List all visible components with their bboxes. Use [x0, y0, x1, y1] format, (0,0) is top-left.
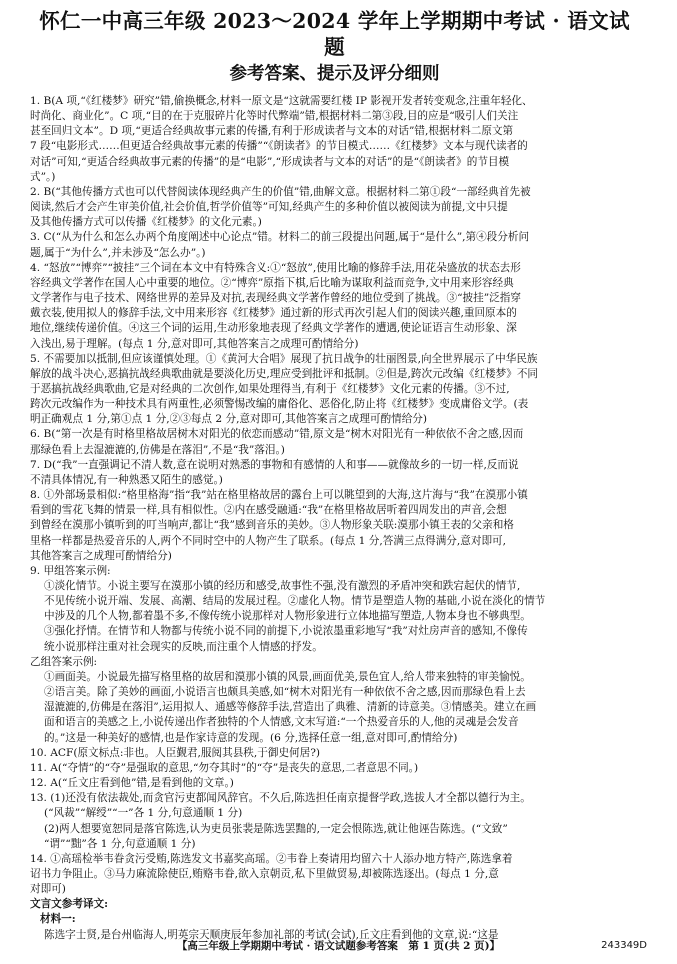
answer-line: 乙组答案示例: — [30, 655, 98, 668]
answer-line: 中涉及的几个人物,都着墨不多,不像传统小说那样对人物形象进行立体地描写塑造,人物本身也不够典型。 — [44, 610, 531, 623]
answer-line: 里格一样都是热爱音乐的人,两个不同时空中的人物产生了联系。(每点 1 分,答满三点得满分,意对即可, — [30, 534, 507, 547]
answer-line: 到曾经在漠那小镇听到的叮当响声,都让“我”感到音乐的美妙。③人物形象关联:漠那小镇王表的父亲和格 — [30, 519, 514, 532]
answer-line: 题,属于“为什么”,并未涉及“怎么办”。) — [30, 246, 206, 259]
answer-line: 面和语言的美感之上,小说传递出作者独特的个人情感,文末写道:“一个热爱音乐的人,他的灵魂是会发音 — [44, 716, 519, 729]
answer-line: 对即可) — [30, 883, 66, 896]
footer-doc-code: 243349D — [601, 940, 647, 951]
answer-line: 地位,继续传递价值。④这三个词的运用,生动形象地表现了经典文学著作的遭遇,使论证语言生动形象、深 — [30, 322, 517, 335]
answer-line: 时尚化、商业化”。C 项,“目的在于克服碎片化等时代弊端”错,根据材料二第③段,目的应是“吸引人们关注 — [30, 110, 519, 123]
answer-line: ③强化抒情。在情节和人物都与传统小说不同的前提下,小说浓墨重彩地写“我”对灶房声音的感知,不像传 — [44, 625, 528, 638]
answer-line: 12. A(“丘文庄看到他”错,是看到他的文章。) — [30, 777, 234, 790]
answer-line: 5. 不需要加以抵制,但应该谨慎处理。①《黄河大合唱》展现了抗日战争的壮丽图景,向全世界展示了中华民族 — [30, 352, 538, 365]
answer-line: 2. B(“其他传播方式也可以代替阅读体现经典产生的价值”错,曲解文意。根据材料二第①段“一部经典首先被 — [30, 185, 531, 198]
page-subtitle: 参考答案、提示及评分细则 — [229, 64, 440, 84]
answer-line: 对话”可知,“更适合经典故事元素的传播”的是“电影”,“形成读者与文本的对话”的是“《朗读者》的节目模 — [30, 155, 510, 168]
answer-line: 那绿色看上去湿漉漉的,仿佛是在落泪”,不是“我”落泪。) — [30, 443, 285, 456]
answer-line: 6. B(“第一次是有时格里格故居树木对阳光的依恋而感动”错,原文是“树木对阳光有一种依依不舍之感,因而 — [30, 428, 524, 441]
answer-line: ②语言美。除了美妙的画面,小说语言也颇具美感,如“树木对阳光有一种依依不舍之感,因而那绿色看上去 — [44, 686, 526, 699]
answer-body — [30, 94, 639, 943]
answer-line: 诏书力争阻止。③马力麻流除使臣,贿赂韦眷,欲入京朝贡,私下里做贸易,却被陈选逐出。(每点 1 分,意 — [30, 867, 499, 880]
footer-page-info: 【高三年级上学期期中考试 · 语文试题参考答案 第 1 页(共 2 页)】 — [176, 940, 501, 952]
answer-line: 1. B(A 项,“《红楼梦》研究”错,偷换概念,材料一原文是“这就需要红楼 IP 影视开发者转变观念,注重年轻化、 — [30, 95, 533, 107]
answer-line: 10. ACF(原文标点:非也。人臣觐君,服阅其县秩,于御史何居?) — [30, 746, 321, 759]
answer-line: 入浅出,易于理解。(每点 1 分,意对即可,其他答案言之成理可酌情给分) — [30, 337, 359, 350]
answer-line: 阅读,然后才会产生审美价值,社会价值,哲学价值等”可知,经典产生的多种价值以被阅读为前提,文中只提 — [30, 201, 508, 214]
answer-line: 文学著作与电子技术、网络世界的差异及对抗,表现经典文学著作曾经的地位受到了挑战。③“披挂”泛指穿 — [30, 292, 521, 305]
answer-line: 于恶搞抗战经典歌曲,它是对经典的二次创作,如果处理得当,有利于《红楼梦》文化元素的传播。③不过, — [30, 382, 510, 395]
answer-line: 的。”这是一种美好的感情,也是作家诗意的发现。(6 分,选择任意一组,意对即可,酌情给分) — [44, 731, 458, 744]
answer-line: “谓”“黜”各 1 分,句意通顺 1 分) — [44, 837, 196, 850]
answer-line: 陈选字士贤,是台州临海人,明英宗天顺庚辰年参加礼部的考试(会试),丘文庄看到他的文章,说:“这是 — [44, 928, 499, 941]
answer-line: 14. ①高瑶检举韦眷贪污受贿,陈选发文书嘉奖高瑶。②韦眷上奏请用均留六十人添办地方特产,陈选拿着 — [30, 852, 513, 865]
answer-line: 式”。) — [30, 170, 56, 183]
page-title: 怀仁一中高三年级 2023～2024 学年上学期期中考试 · 语文试题 — [39, 9, 630, 59]
answer-line: 容经典文学著作在国人心中重要的地位。②“博弈”原指下棋,后比喻为谋取利益而竞争,文中用来形容经典 — [30, 276, 514, 289]
answer-line: 湿漉漉的,仿佛是在落泪”,运用拟人、通感等修辞手法,营造出了典雅、清新的诗意美。③情感美。建立在画 — [44, 701, 537, 714]
answer-line: 3. C(“从为什么和怎么办两个角度阐述中心论点”错。材料二的前三段提出问题,属于“是什么”,第④段分析问 — [30, 231, 530, 244]
answer-line: 戴衣装,使用拟人的修辞手法,文中用来形容《红楼梦》通过新的形式再次引起人们的阅读兴趣,重回原本的 — [30, 307, 517, 320]
answer-line: 明正确观点 1 分,第①点 1 分,②③每点 2 分,意对即可,其他答案言之成理可酌情给分) — [30, 413, 428, 426]
answer-line: 文言文参考译文: — [30, 898, 109, 911]
answer-line: 材料一: — [40, 913, 76, 926]
answer-line: 7. D(“我”一直强调记不清人数,意在说明对熟悉的事物和有感情的人和事——就像故乡的一切一样,反而说 — [30, 458, 519, 471]
answer-line: 7 段“电影形式……但更适合经典故事元素的传播”“《朗读者》的节目模式……《红楼梦》文本与现代读者的 — [30, 140, 528, 153]
answer-line: 8. ①外部场景相似:“格里格海”指“我”站在格里格故居的露台上可以眺望到的大海,这片海与“我”在漠那小镇 — [30, 489, 528, 502]
answer-line: (2)两人想要宽恕同是落官陈选,认为吏员张裴是陈选罢黜的,一定会恨陈选,就让他诬告陈选。(“文致” — [44, 822, 508, 835]
answer-line: 13. (1)还没有依法裁处,而贪官污吏都闻风辞官。不久后,陈选担任南京提督学政,选拔人才全都以德行为主。 — [30, 792, 531, 805]
answer-line: 不见传统小说开端、发展、高潮、结局的发展过程。②虚化人物。情节是塑造人物的基础,小说在淡化的情节 — [44, 595, 546, 608]
answer-line: 看到的雪花飞舞的情景一样,具有相似性。②内在感受融通:“我”在格里格故居听着四周发出的声音,会想 — [30, 504, 507, 517]
page-footer — [0, 939, 677, 953]
answer-line: 9. 甲组答案示例: — [30, 564, 111, 577]
answer-line: 其他答案言之成理可酌情给分) — [30, 549, 172, 562]
answer-line: 解放的战斗决心,恶搞抗战经典歌曲就是要淡化历史,理应受到批评和抵制。②但是,跨次元改编《红楼梦》不同 — [30, 367, 539, 380]
answer-line: 4. “怒放”“博弈”“披挂”三个词在本文中有特殊含义:①“怒放”,使用比喻的修辞手法,用花朵盛放的状态去形 — [30, 261, 521, 274]
answer-line: 不清具体情况,有一种熟悉又陌生的感觉。) — [30, 473, 223, 486]
answer-line: ①淡化情节。小说主要写在漠那小镇的经历和感受,故事性不强,没有激烈的矛盾冲突和跌宕起伏的情节, — [44, 580, 521, 592]
answer-line: 统小说那样注重对社会现实的反映,而注重个人情感的抒发。 — [44, 640, 323, 653]
answer-line: 及其他传播方式可以传播《红楼梦》的文化元素。) — [30, 216, 262, 229]
answer-line: 甚至回归文本”。D 项,“更适合经典故事元素的传播,有利于形成读者与文本的对话”错,根据材料二原文第 — [30, 125, 514, 138]
answer-line: 11. A(“夺情”的“夺”是强取的意思,“勿夺其时”的“夺”是丧失的意思,二者意思不同。) — [30, 761, 419, 774]
answer-line: (“风裁”“解绶”“一”各 1 分,句意通顺 1 分) — [44, 807, 243, 820]
answer-line: 跨次元改编作为一种技术具有两重性,必须警惕改编的庸俗化、恶俗化,防止将《红楼梦》变成庸俗文学。(表 — [30, 398, 529, 411]
answer-line: ①画面美。小说最先描写格里格的故居和漠那小镇的风景,画面优美,景色宜人,给人带来独特的审美愉悦。 — [44, 670, 531, 683]
